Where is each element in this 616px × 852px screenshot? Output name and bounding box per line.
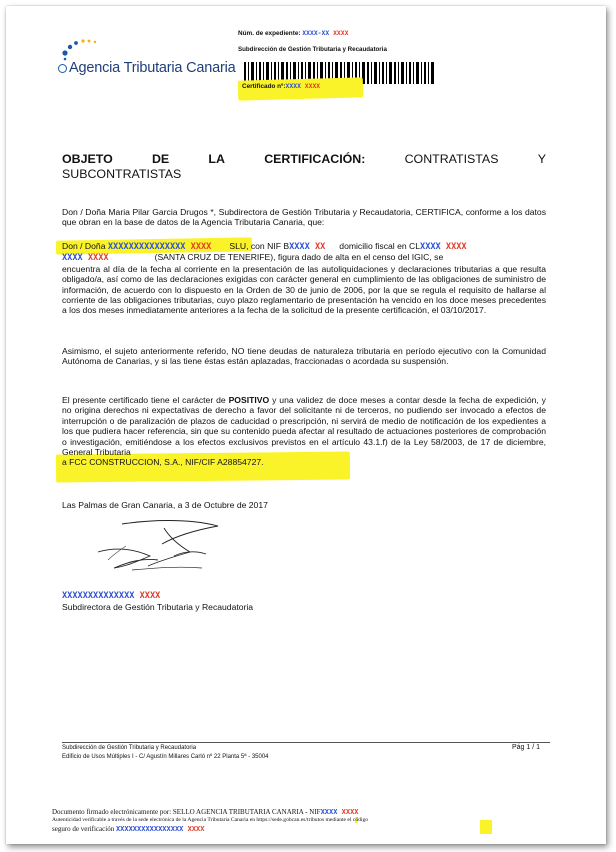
electronic-line-2 <box>52 817 368 823</box>
logo-text-canaria: Canaria <box>186 60 236 76</box>
title-de: DE <box>151 152 170 166</box>
footer-address: Edificio de Usos Múltiples I - C/ Agustín Millares Carló nº 22 Planta 5ª - 35004 <box>62 754 269 760</box>
electronic-nif-value: XXXX <box>320 808 338 816</box>
electronic-highlight-char: ó <box>355 817 359 823</box>
expediente-label: Núm. de expediente: <box>238 30 303 37</box>
don-dona-label: Don / Doña <box>62 241 108 251</box>
certificado-paragraph <box>62 395 546 468</box>
title-objeto: OBJETO <box>62 152 113 166</box>
company-name-value: XXXXXXXXXXXXXXX <box>107 242 186 252</box>
title-subcontratistas: SUBCONTRATISTAS <box>62 167 182 181</box>
company-name-suffix: XXXX <box>185 242 212 252</box>
verify-code-highlight <box>480 820 492 834</box>
cl-value: XXXX <box>420 242 441 252</box>
page-number: Pág 1 / 1 <box>511 744 540 751</box>
cl-suffix: XXXX <box>440 242 467 252</box>
handwritten-signature <box>78 516 228 576</box>
electronic-csv-suffix: XXXX <box>183 825 205 833</box>
electronic-nif-suffix: XXXX <box>337 808 359 816</box>
address-suffix: XXXX <box>82 253 109 264</box>
electronic-verify-end: digo <box>358 817 369 823</box>
certificado-suffix: XXXX <box>300 82 321 90</box>
expediente-line <box>238 29 348 37</box>
nif-value: XXXX <box>289 242 310 252</box>
body-line-2 <box>62 252 546 263</box>
title-certificacion: CERTIFICACIÓN: <box>264 152 366 166</box>
footer-divider <box>62 742 550 743</box>
electronic-line-1 <box>52 808 359 816</box>
intro-paragraph: Don / Doña Maria Pilar Garcia Drugos *, Subdirectora de Gestión Tributaria y Recaudatoria, CERTIFICA, conforme a los datos que obran en la base de datos de la Agencia Tributaria Canaria, que: <box>62 207 546 228</box>
page-title <box>62 152 546 182</box>
nif-suffix: XX <box>309 242 326 252</box>
subdireccion-header: Subdirección de Gestión Tributaria y Recaudatoria <box>238 46 387 53</box>
logo-text-agencia: Agencia <box>69 60 124 76</box>
expediente-suffix: XXXX <box>329 29 349 37</box>
electronic-line-3 <box>52 825 204 833</box>
signer-name-value: XXXXXXXXXXXXXX <box>62 591 135 601</box>
positivo-text: POSITIVO <box>228 395 270 405</box>
cert-part1: El presente certificado tiene el carácter de <box>62 395 229 405</box>
logo <box>58 36 248 86</box>
slu-nif-label: SLU, con NIF B <box>229 241 290 251</box>
certificado-value: XXXX <box>285 82 301 90</box>
cert-part4: a FCC CONSTRUCCION, S.A., NIF/CIF A28854727. <box>62 457 264 468</box>
logo-ring-icon <box>58 64 67 73</box>
date-line: Las Palmas de Gran Canaria, a 3 de Octubre de 2017 <box>62 500 268 510</box>
electronic-signed-by: Documento firmado electrónicamente por: SELLO AGENCIA TRIBUTARIA CANARIA - NIF <box>52 808 321 816</box>
signer-name <box>62 590 160 601</box>
document-page <box>6 6 606 844</box>
cert-part3: efectos exclusivos previstos en el artículo 43.1.f) de la Ley 58/2003, de 17 de diciembre, General Tributaria <box>62 436 546 458</box>
title-contratistas: CONTRATISTAS <box>404 152 499 166</box>
certificado-label: Certificado nº: <box>242 83 286 90</box>
signer-name-suffix: XXXX <box>134 591 161 601</box>
logo-dots-icon <box>58 36 108 62</box>
body-paragraph <box>62 241 546 316</box>
signer-role: Subdirectora de Gestión Tributaria y Recaudatoria <box>62 602 254 612</box>
cert-part2: y una validez de doce meses a contar desde la fecha de expedición, y no origina derechos ni expectativas de derecho a favor del solicitante ni de terceros, no pudiendo ser invocado a efectos de interrupción o de paralización de plazos de caducidad o prescripción, ni servirá de medio de notificación de los expedientes a los que pudiera hacer referencia, sin que su contenido pueda afectar al resultado de actuaciones posteriores de comprobación o investigación, emitiéndose a los <box>62 395 546 447</box>
certificado-line <box>242 82 320 90</box>
footer-subdireccion: Subdirección de Gestión Tributaria y Recaudatoria <box>62 745 197 751</box>
address-value: XXXX <box>62 253 83 264</box>
asimismo-paragraph: Asimismo, el sujeto anteriormente referido, NO tiene deudas de naturaleza tributaria en período ejecutivo con la Comunidad Autónoma de Canarias, y si las tiene éstas están aplazadas, fraccionadas o acordada su suspensión. <box>62 346 546 367</box>
body-line-1 <box>62 241 546 252</box>
title-la: LA <box>208 152 225 166</box>
electronic-csv-value: XXXXXXXXXXXXXXXX <box>115 825 184 833</box>
logo-text-tributaria: Tributaria <box>123 60 187 76</box>
electronic-verify-text: Autenticidad verificable a través de la sede electrónica de la Agencia Tributaria Canaria en https://sede.gobcan.es/tributos mediante el c <box>52 817 356 823</box>
expediente-value: XXXX-XX <box>302 29 330 37</box>
santa-cruz-text: (SANTA CRUZ DE TENERIFE), figura dado de alta en el censo del IGIC, se <box>154 252 444 263</box>
body-rest: encuentra al día de la fecha al corriente en la presentación de las autoliquidaciones y declaraciones tributarias a que resulta obligado/a, así como de las declaraciones exigidas con carácter general en cumplimiento de las obligaciones de suministro de información, de acuerdo con lo dispuesto en la Orden de 30 de junio de 2006, por la que se regula el requisito de hallarse al corriente de las obligaciones tributarias, cuyo plazo reglamentario de presentación ha vencido en los doce meses precedentes a los dos meses inmediatamente anteriores a la fecha de la solicitud de la presente certificación, el 03/10/2017. <box>62 263 546 316</box>
title-y: Y <box>537 152 546 166</box>
electronic-csv-label: seguro de verificación <box>52 825 116 833</box>
domicilio-label: domicilio fiscal en CL <box>339 241 421 251</box>
